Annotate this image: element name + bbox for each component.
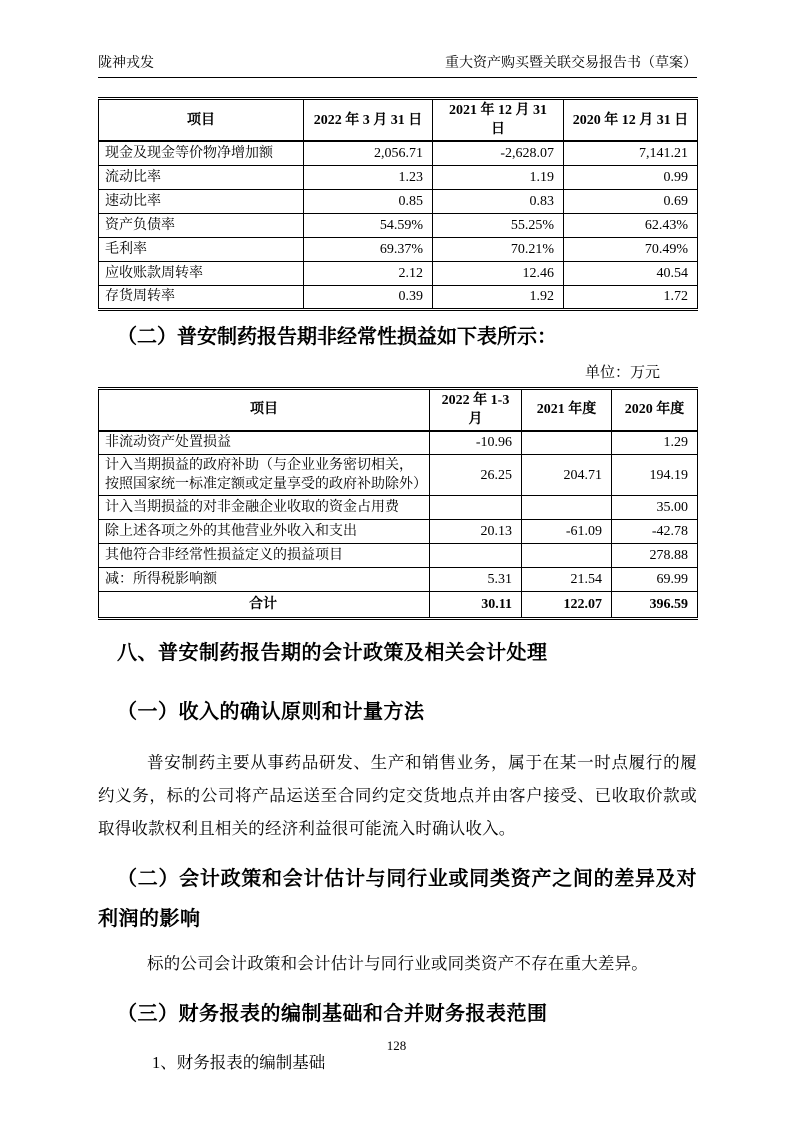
table-header-row (99, 99, 698, 142)
value-cell: 0.85 (304, 189, 433, 213)
table-row (99, 496, 698, 520)
table-row (99, 237, 698, 261)
value-cell: 35.00 (612, 496, 698, 520)
table-row (99, 189, 698, 213)
value-cell: 7,141.21 (564, 141, 698, 165)
table-row (99, 141, 698, 165)
item-cell: 计入当期损益的对非金融企业收取的资金占用费 (99, 496, 430, 520)
value-cell: 0.69 (564, 189, 698, 213)
value-cell: 62.43% (564, 213, 698, 237)
table-row (99, 285, 698, 309)
value-cell (522, 496, 612, 520)
item-cell: 毛利率 (99, 237, 304, 261)
value-cell: -10.96 (430, 431, 522, 455)
table-row (99, 213, 698, 237)
value-cell: 20.13 (430, 520, 522, 544)
financial-indicators-table (98, 97, 698, 311)
column-header: 2022 年 1-3 月 (430, 388, 522, 431)
total-value-cell: 30.11 (430, 592, 522, 619)
page-number: 128 (386, 1038, 407, 1053)
value-cell: 2.12 (304, 261, 433, 285)
total-value-cell: 122.07 (522, 592, 612, 619)
item-cell: 应收账款周转率 (99, 261, 304, 285)
column-header: 2020 年 12 月 31 日 (564, 99, 698, 142)
value-cell: 69.37% (304, 237, 433, 261)
page-header (98, 54, 697, 78)
value-cell: 69.99 (612, 568, 698, 592)
nonrecurring-items-table (98, 387, 698, 621)
unit-label: 单位：万元 (584, 364, 660, 381)
section-heading-nonrecurring: （二）普安制药报告期非经常性损益如下表所示： (117, 325, 557, 348)
numbered-item-heading: 1、财务报表的编制基础 (152, 1053, 326, 1072)
item-cell: 流动比率 (99, 165, 304, 189)
table-row (99, 455, 698, 496)
table-row (99, 544, 698, 568)
subsection-heading-3: （三）财务报表的编制基础和合并财务报表范围 (117, 1003, 548, 1025)
value-cell (522, 544, 612, 568)
item-cell: 计入当期损益的政府补助（与企业业务密切相关，按照国家统一标准定额或定量享受的政府补助除外） (99, 455, 430, 496)
column-header: 项目 (99, 388, 430, 431)
column-header: 项目 (99, 99, 304, 142)
value-cell: 70.49% (564, 237, 698, 261)
table-row (99, 261, 698, 285)
column-header: 2020 年度 (612, 388, 698, 431)
subsection-heading-2: （二）会计政策和会计估计与同行业或同类资产之间的差异及对利润的影响 (98, 868, 697, 930)
item-cell: 非流动资产处置损益 (99, 431, 430, 455)
value-cell (522, 431, 612, 455)
total-label-cell: 合计 (99, 592, 430, 619)
column-header: 2022 年 3 月 31 日 (304, 99, 433, 142)
value-cell: 54.59% (304, 213, 433, 237)
value-cell: 204.71 (522, 455, 612, 496)
value-cell: 1.23 (304, 165, 433, 189)
table-row (99, 165, 698, 189)
value-cell: 55.25% (433, 213, 564, 237)
table-total-row (99, 592, 698, 619)
value-cell: 21.54 (522, 568, 612, 592)
value-cell: 0.99 (564, 165, 698, 189)
item-cell: 除上述各项之外的其他营业外收入和支出 (99, 520, 430, 544)
item-cell: 存货周转率 (99, 285, 304, 309)
column-header: 2021 年 12 月 31 日 (433, 99, 564, 142)
item-cell: 资产负债率 (99, 213, 304, 237)
value-cell (430, 544, 522, 568)
value-cell: -61.09 (522, 520, 612, 544)
column-header: 2021 年度 (522, 388, 612, 431)
value-cell: 70.21% (433, 237, 564, 261)
value-cell: 26.25 (430, 455, 522, 496)
value-cell: 12.46 (433, 261, 564, 285)
item-cell: 现金及现金等价物净增加额 (99, 141, 304, 165)
item-cell: 其他符合非经常性损益定义的损益项目 (99, 544, 430, 568)
value-cell: 0.83 (433, 189, 564, 213)
value-cell: 2,056.71 (304, 141, 433, 165)
subsection-heading-1: （一）收入的确认原则和计量方法 (117, 701, 425, 723)
body-paragraph: 标的公司会计政策和会计估计与同行业或同类资产不存在重大差异。 (147, 954, 648, 973)
value-cell: -42.78 (612, 520, 698, 544)
body-paragraph: 普安制药主要从事药品研发、生产和销售业务，属于在某一时点履行的履约义务，标的公司将产品运送至合同约定交货地点并由客户接受、已收取价款或取得收款权利且相关的经济利益很可能流入时确认收入。 (98, 753, 697, 838)
value-cell: 194.19 (612, 455, 698, 496)
value-cell: 1.92 (433, 285, 564, 309)
item-cell: 减：所得税影响额 (99, 568, 430, 592)
table-row (99, 568, 698, 592)
value-cell: 1.19 (433, 165, 564, 189)
header-report-title: 重大资产购买暨关联交易报告书（草案） (445, 56, 697, 71)
value-cell: -2,628.07 (433, 141, 564, 165)
table-row (99, 520, 698, 544)
value-cell: 278.88 (612, 544, 698, 568)
value-cell: 1.72 (564, 285, 698, 309)
value-cell: 5.31 (430, 568, 522, 592)
table-header-row (99, 388, 698, 431)
chapter-heading: 八、普安制药报告期的会计政策及相关会计处理 (117, 642, 548, 664)
total-value-cell: 396.59 (612, 592, 698, 619)
header-company-name: 陇神戎发 (98, 56, 154, 71)
value-cell: 40.54 (564, 261, 698, 285)
value-cell: 0.39 (304, 285, 433, 309)
table-row (99, 431, 698, 455)
item-cell: 速动比率 (99, 189, 304, 213)
value-cell (430, 496, 522, 520)
value-cell: 1.29 (612, 431, 698, 455)
